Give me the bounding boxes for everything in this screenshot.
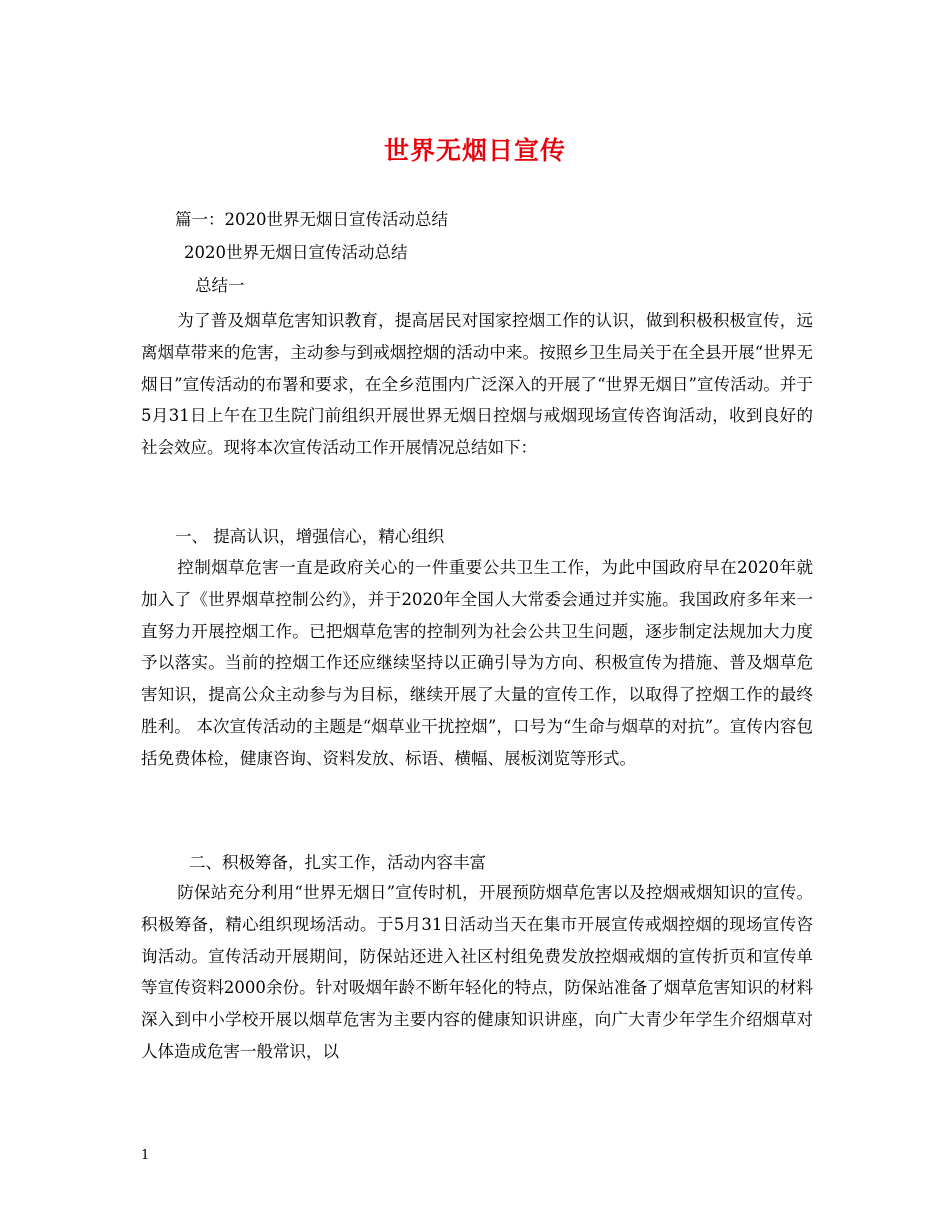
heading-summary-title: 2020世界无烟日宣传活动总结 xyxy=(184,243,408,262)
paragraph-section-1: 控制烟草危害一直是政府关心的一件重要公共卫生工作，为此中国政府早在2020年就加入了《世界烟草控制公约》，并于2020年全国人大常委会通过并实施。我国政府多年来一直努力开展控烟工作。已把烟草危害的控制列为社会公共卫生问题，逐步制定法规加大力度予以落实。当前的控烟工作还应继续坚持以正确引导为方向、积极宣传为措施、普及烟草危害知识，提高公众主动参与为目标，继续开展了大量的宣传工作，以取得了控烟工作的最终胜利。 本次宣传活动的主题是“烟草业干扰控烟”，口号为“生命与烟草的对抗”。宣传内容包括免费体检，健康咨询、资料发放、标语、横幅、展板浏览等形式。 xyxy=(141,558,813,768)
page-number: 1 xyxy=(141,1148,150,1163)
heading-summary-one: 总结一 xyxy=(195,276,245,295)
section-heading-2: 二、积极筹备，扎实工作，活动内容丰富 xyxy=(189,853,486,872)
paragraph-intro: 为了普及烟草危害知识教育，提高居民对国家控烟工作的认识，做到积极积极宣传，远离烟草带来的危害，主动参与到戒烟控烟的活动中来。按照乡卫生局关于在全县开展“世界无烟日”宣传活动的布署和要求，在全乡范围内广泛深入的开展了“世界无烟日”宣传活动。并于5月31日上午在卫生院门前组织开展世界无烟日控烟与戒烟现场宣传咨询活动，收到良好的社会效应。现将本次宣传活动工作开展情况总结如下： xyxy=(141,311,813,458)
paragraph-section-2: 防保站充分利用“世界无烟日”宣传时机，开展预防烟草危害以及控烟戒烟知识的宣传。积极筹备，精心组织现场活动。于5月31日活动当天在集市开展宣传戒烟控烟的现场宣传咨询活动。宣传活动开展期间，防保站还进入社区村组免费发放控烟戒烟的宣传折页和宣传单等宣传资料2000余份。针对吸烟年龄不断年轻化的特点，防保站准备了烟草危害知识的材料深入到中小学校开展以烟草危害为主要内容的健康知识讲座，向广大青少年学生介绍烟草对人体造成危害一般常识，以 xyxy=(141,883,813,1061)
document-title: 世界无烟日宣传 xyxy=(383,136,566,165)
heading-part-one: 篇一：2020世界无烟日宣传活动总结 xyxy=(175,210,448,229)
section-heading-1: 一、 提高认识，增强信心，精心组织 xyxy=(175,527,445,546)
